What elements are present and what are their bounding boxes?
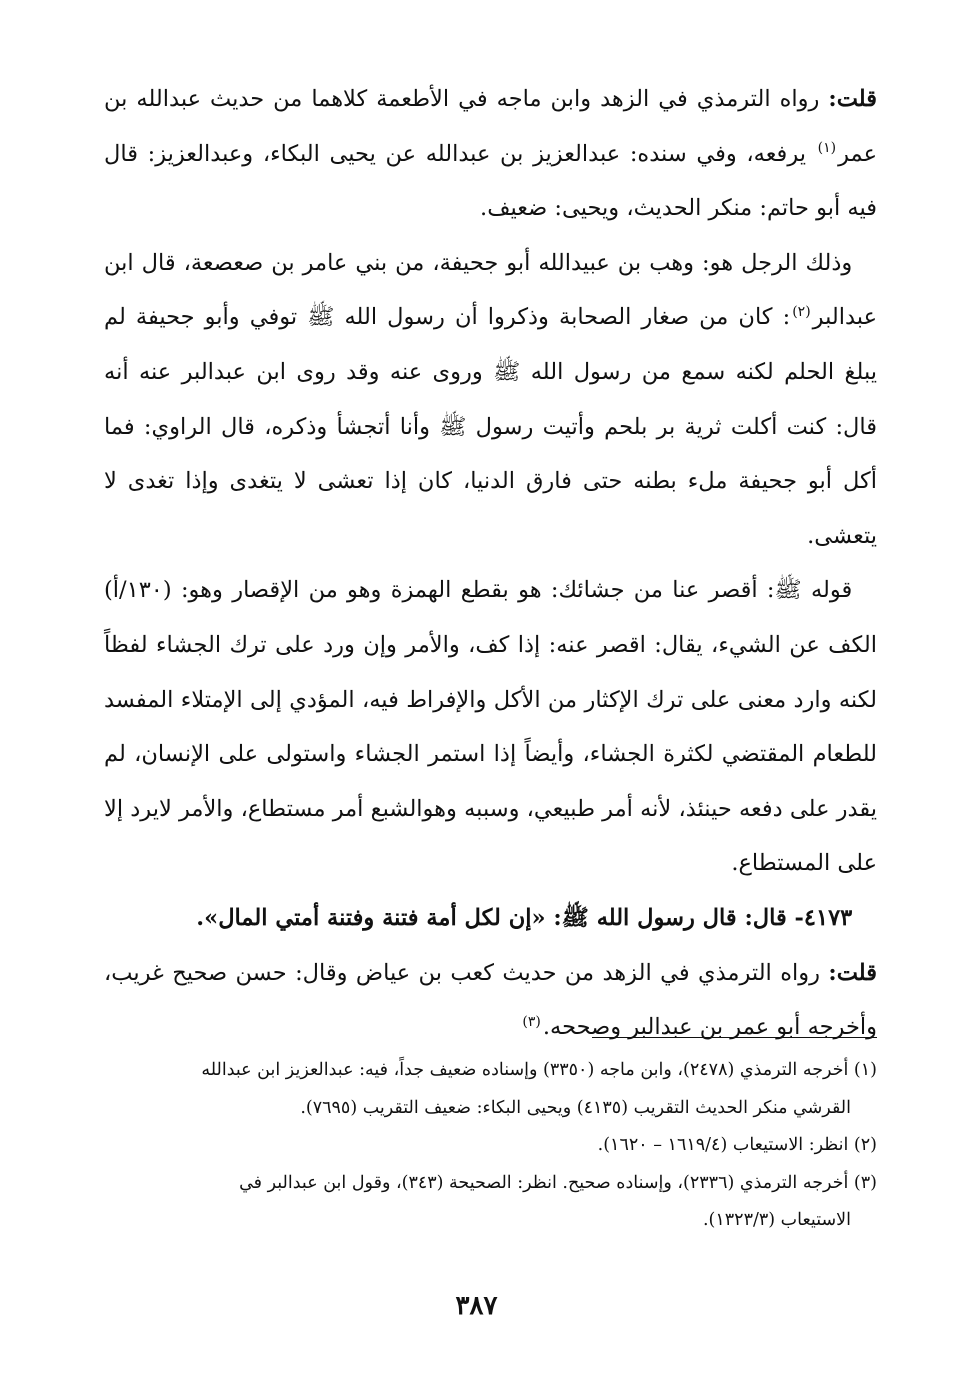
qultu-label-2: قلت: bbox=[828, 959, 878, 986]
footnote-1 bbox=[104, 1052, 877, 1090]
qultu-label: قلت: bbox=[828, 86, 877, 112]
footnote-1-line-2: القرشي منكر الحديث التقريب (٤١٣٥) ويحيى البكاء: ضعيف التقريب (٧٦٩٥). bbox=[300, 1097, 851, 1118]
hadith-heading bbox=[104, 891, 877, 946]
footnote-divider bbox=[592, 1037, 877, 1038]
paragraph-1 bbox=[104, 72, 877, 236]
paragraph-2-text-a: وذلك الرجل هو: وهب بن عبيدالله أبو جحيفة، من بني عامر بن صعصعة، قال ابن عبدالبر bbox=[104, 249, 877, 331]
footnote-ref-2: (٢) bbox=[792, 303, 811, 320]
footnote-3-line-2: الاستيعاب (١٣٢٣/٣). bbox=[702, 1210, 851, 1230]
paragraph-1-text-a: رواه الترمذي في الزهد وابن ماجه في الأطعمة كلاهما من حديث عبدالله بن عمر bbox=[104, 86, 877, 167]
footnote-ref-3: (٣) bbox=[522, 1013, 541, 1030]
paragraph-3-text: قوله ﷺ: أقصر عنا من جشائك: هو بقطع الهمزة وهو من الإقصار وهو: (١٣٠/أ) الكف عن الشيء، يقال: اقصر عنه: إذا كف، والأمر وإن ورد على ترك الجشاء لفظاً لكنه وارد معنى على ترك الإكثار من الأكل والإفراط فيه، المؤدي إلى الإمتلاء المفسد للطعام المقتضي لكثرة الجشاء، وأيضاً إذا استمر الجشاء واستولى على الإنسان، لم يقدر على دفعه حينئذ، لأنه أمر طبيعي، وسببه وهوالشبع أمر مستطاع، والأمر لايرد إلا على المستطاع. bbox=[104, 577, 877, 877]
footnote-1-line-1: (١) أخرجه الترمذي (٢٤٧٨)، وابن ماجه (٣٣٥٠) وإسناده ضعيف جداً، فيه: عبدالعزيز ابن عبدالله bbox=[201, 1060, 877, 1080]
hadith-text: ٤١٧٣- قال: قال رسول الله ﷺ: «إن لكل أمة فتنة وفتنة أمتي المال». bbox=[196, 904, 853, 931]
footnote-2 bbox=[104, 1127, 877, 1165]
paragraph-1-text-b: يرفعه، وفي سنده: عبدالعزيز بن عبدالله عن يحيى البكاء، وعبدالعزيز: قال فيه أبو حاتم: منكر الحديث، ويحيى: ضعيف. bbox=[104, 140, 877, 222]
footnote-3-continued bbox=[104, 1202, 877, 1240]
paragraph-4 bbox=[104, 946, 877, 1055]
footnote-3 bbox=[104, 1165, 877, 1203]
page-number: ٣٨٧ bbox=[455, 1291, 498, 1321]
footnotes bbox=[104, 1052, 877, 1240]
main-text bbox=[104, 72, 877, 1055]
paragraph-2 bbox=[104, 236, 877, 564]
footnote-1-continued bbox=[104, 1090, 877, 1128]
footnote-ref-1: (١) bbox=[817, 140, 837, 157]
paragraph-2-text-b: : كان من صغار الصحابة وذكروا أن رسول الله ﷺ توفي وأبو جحيفة لم يبلغ الحلم لكنه سمع من رسول الله ﷺ وروى عنه وقد روى ابن عبدالبر عنه أنه قال: كنت أكلت ثرية بر بلحم وأتيت رسول ﷺ وأنا أتجشأ وذكره، قال الراوي: فما أكل أبو جحيفة ملء بطنه حتى فارق الدنيا، كان إذا تعشى لا يتغدى وإذا تغدى لا يتعشى. bbox=[104, 304, 877, 549]
paragraph-3 bbox=[104, 563, 877, 891]
paragraph-4-text: رواه الترمذي في الزهد من حديث كعب بن عياض وقال: حسن صحيح غريب، وأخرجه أبو عمر بن عبدالبر وصححه. bbox=[104, 959, 877, 1041]
footnote-2-line-1: (٢) انظر: الاستيعاب (١٦١٩/٤ – ١٦٢٠). bbox=[597, 1135, 877, 1155]
footnote-3-line-1: (٣) أخرجه الترمذي (٢٣٣٦)، وإسناده صحيح. انظر: الصحيحة (٣٤٣)، وقول ابن عبدالبر في bbox=[239, 1172, 877, 1193]
